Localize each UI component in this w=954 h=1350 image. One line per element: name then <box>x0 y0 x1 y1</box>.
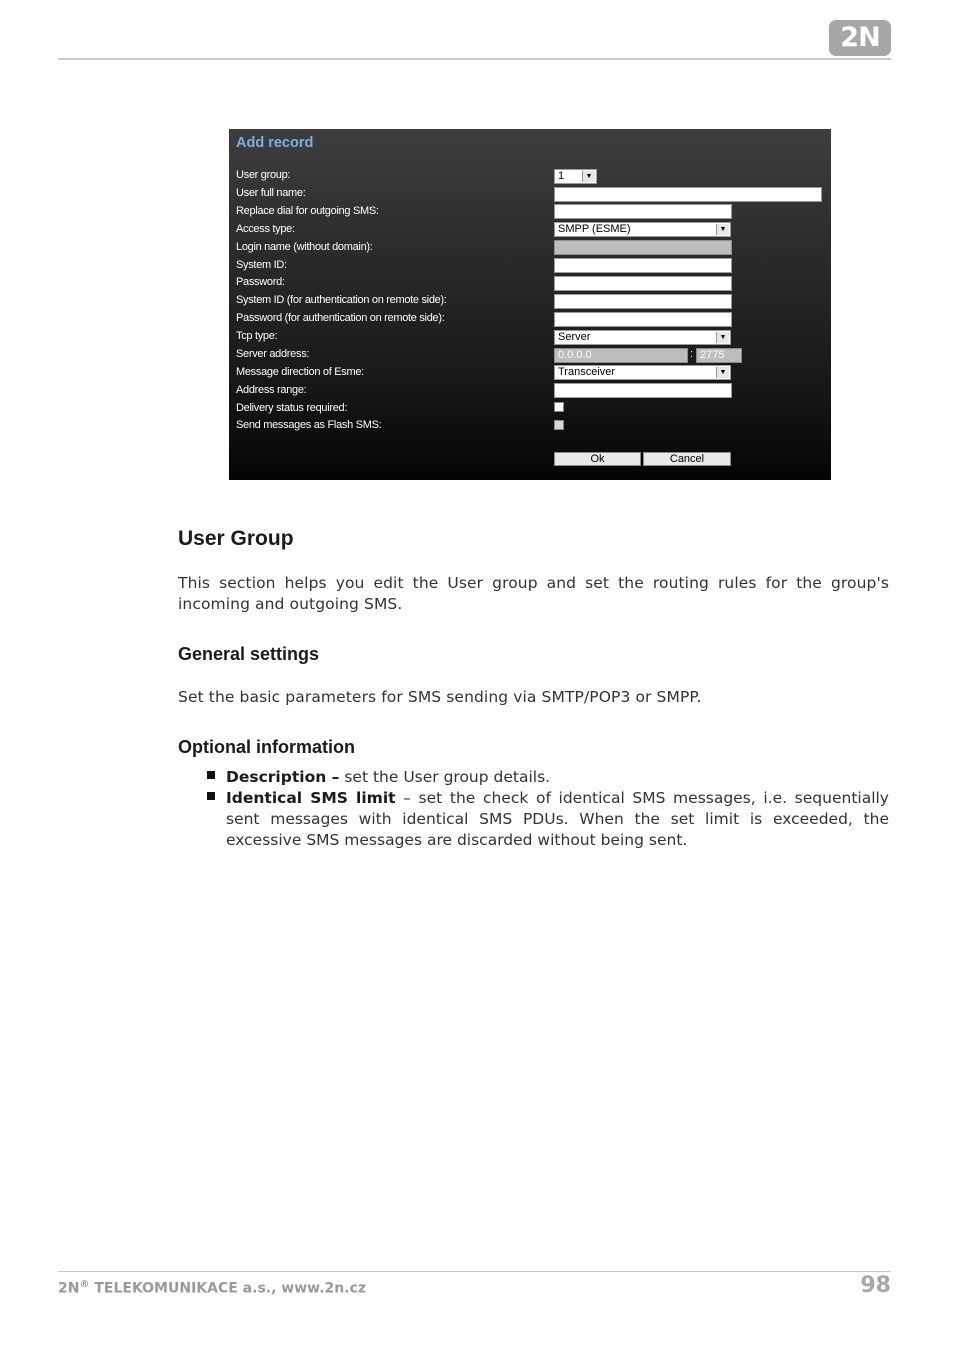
system-id-input[interactable] <box>554 258 732 273</box>
general-settings-heading: General settings <box>178 644 320 664</box>
delivery-status-checkbox[interactable] <box>554 402 564 412</box>
label-user-group: User group: <box>236 169 291 181</box>
chevron-down-icon: ▼ <box>716 367 729 378</box>
label-password: Password: <box>236 276 285 288</box>
address-port-separator: : <box>690 348 694 360</box>
server-address-input: 0.0.0.0 <box>554 348 688 363</box>
label-login-name: Login name (without domain): <box>236 241 373 253</box>
tcp-type-value: Server <box>558 331 591 343</box>
bullet-square-icon <box>207 792 215 800</box>
bullet-text: – set the check of identical SMS messages, i.e. sequentially sent messages with identical SMS PDUs. When the set limit is exceeded, the excessive SMS messages are discarded without being sent. <box>226 789 889 849</box>
remote-system-id-input[interactable] <box>554 294 732 309</box>
tcp-type-select[interactable] <box>554 330 731 345</box>
user-full-name-input[interactable] <box>554 187 822 202</box>
password-input[interactable] <box>554 276 732 291</box>
remote-password-input[interactable] <box>554 312 732 327</box>
optional-information-list <box>207 767 889 851</box>
cancel-button[interactable]: Cancel <box>643 452 731 466</box>
label-address-range: Address range: <box>236 384 307 396</box>
intro-paragraph: This section helps you edit the User group and set the routing rules for the group's incoming and outgoing SMS. <box>178 574 889 613</box>
registered-mark: ® <box>79 1279 90 1290</box>
access-type-select[interactable] <box>554 222 731 237</box>
access-type-value: SMPP (ESME) <box>558 223 631 235</box>
user-group-value: 1 <box>558 170 565 182</box>
message-direction-select[interactable] <box>554 365 731 380</box>
footer-company <box>58 1279 366 1297</box>
chevron-down-icon: ▼ <box>716 332 729 343</box>
footer-divider <box>58 1271 891 1272</box>
footer-company-text: TELEKOMUNIKACE a.s., www.2n.cz <box>89 1280 366 1297</box>
general-settings-text: Set the basic parameters for SMS sending via SMTP/POP3 or SMPP. <box>178 688 702 706</box>
user-group-select[interactable] <box>554 169 597 184</box>
section-title: User Group <box>178 527 294 550</box>
label-server-address: Server address: <box>236 348 310 360</box>
label-remote-system-id: System ID (for authentication on remote side): <box>236 294 447 306</box>
list-item <box>207 767 889 788</box>
label-access-type: Access type: <box>236 223 295 235</box>
label-remote-password: Password (for authentication on remote side): <box>236 312 445 324</box>
login-name-input <box>554 240 732 255</box>
list-item <box>207 788 889 851</box>
company-logo: 2N <box>829 20 891 56</box>
chevron-down-icon: ▼ <box>716 224 729 235</box>
bullet-term: Identical SMS limit <box>226 789 396 807</box>
label-replace-dial: Replace dial for outgoing SMS: <box>236 205 379 217</box>
replace-dial-input[interactable] <box>554 204 732 219</box>
bullet-square-icon <box>207 771 215 779</box>
chevron-down-icon: ▼ <box>582 171 595 182</box>
label-message-direction: Message direction of Esme: <box>236 366 364 378</box>
header-divider <box>58 58 891 60</box>
server-port-input: 2775 <box>696 348 742 363</box>
label-tcp-type: Tcp type: <box>236 330 278 342</box>
message-direction-value: Transceiver <box>558 366 616 378</box>
optional-information-heading: Optional information <box>178 737 355 757</box>
flash-sms-checkbox[interactable] <box>554 420 564 430</box>
dialog-title: Add record <box>236 135 314 151</box>
label-user-full-name: User full name: <box>236 187 306 199</box>
address-range-input[interactable] <box>554 383 732 398</box>
bullet-text: set the User group details. <box>339 768 551 786</box>
label-system-id: System ID: <box>236 259 287 271</box>
add-record-dialog <box>229 129 831 480</box>
ok-button[interactable]: Ok <box>554 452 641 466</box>
footer-brand: 2N <box>58 1280 80 1297</box>
bullet-term: Description – <box>226 768 340 786</box>
label-delivery-status: Delivery status required: <box>236 402 348 414</box>
page-number: 98 <box>860 1273 891 1298</box>
label-flash-sms: Send messages as Flash SMS: <box>236 419 382 431</box>
